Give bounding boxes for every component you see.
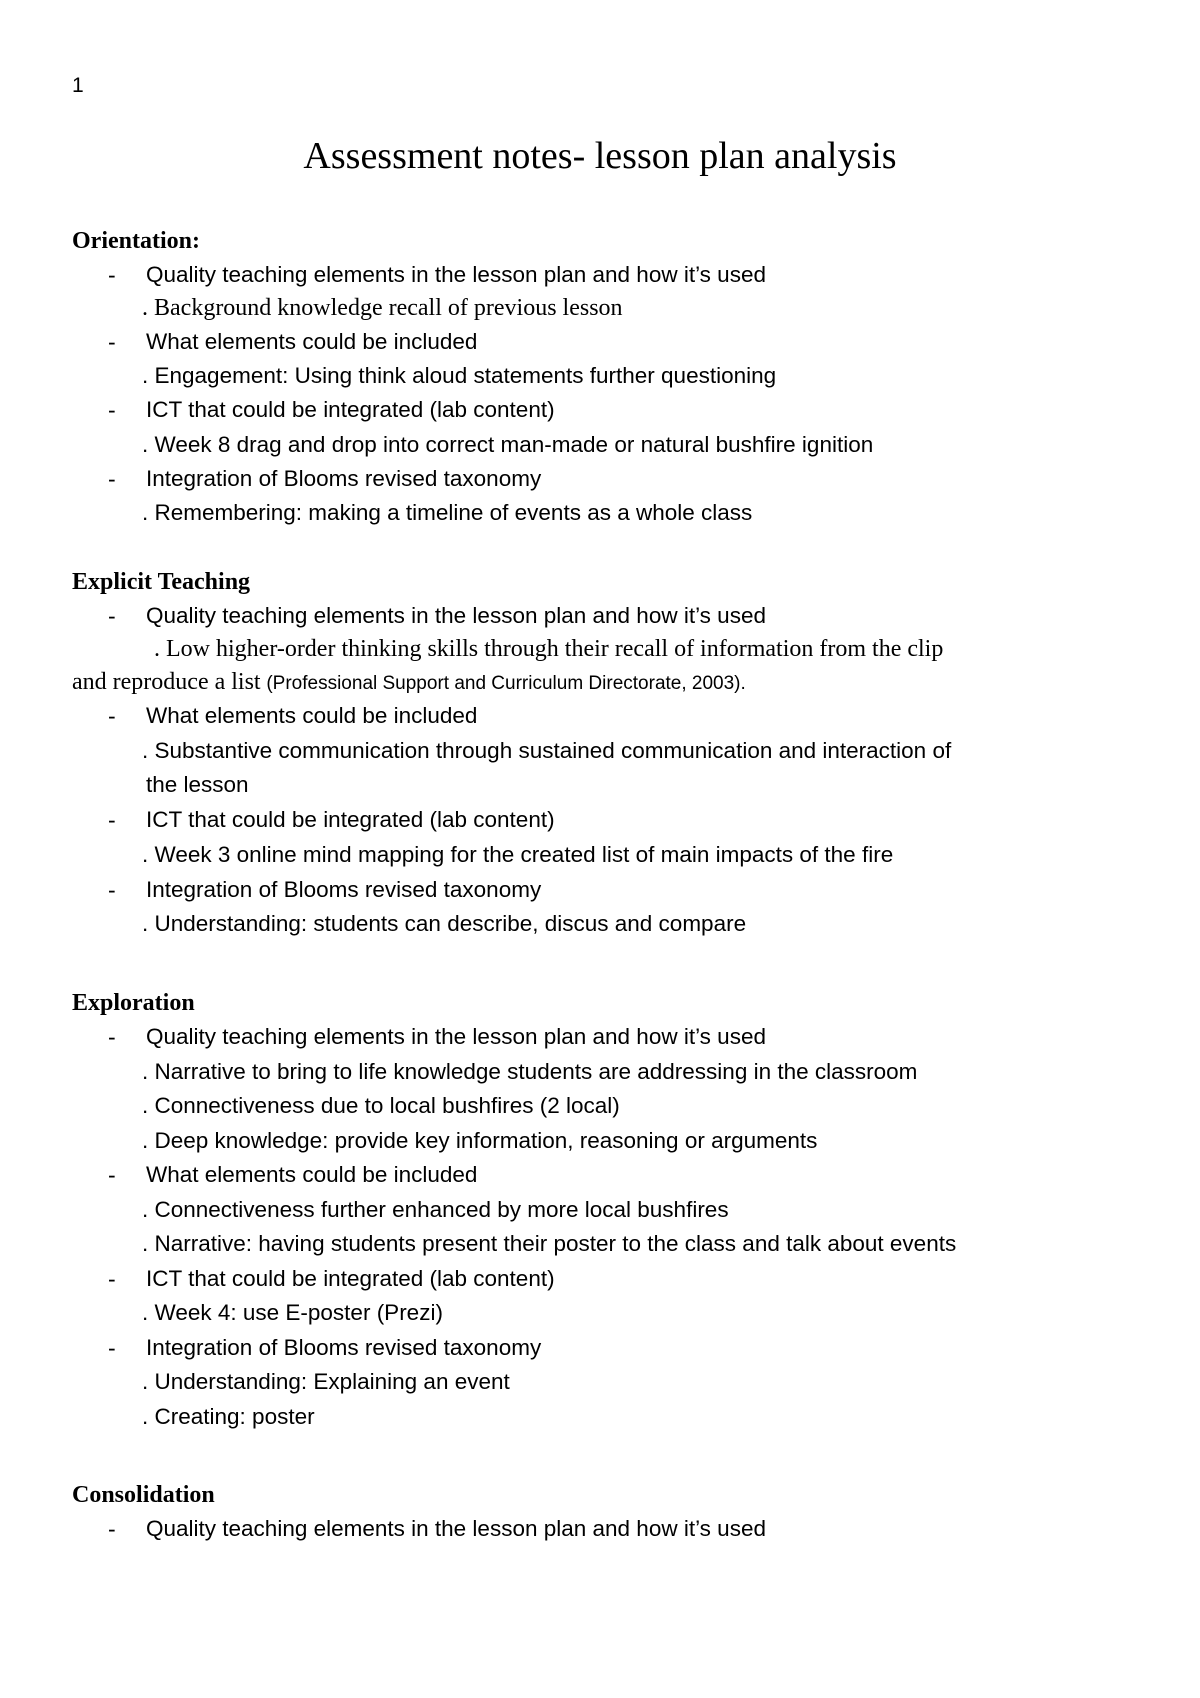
list-item: Integration of Blooms revised taxonomy: [146, 1335, 542, 1360]
list-item: Quality teaching elements in the lesson plan and how it’s used: [146, 262, 766, 287]
sub-item: . Substantive communication through sustained communication and interaction of: [142, 738, 952, 763]
section-heading-consolidation: Consolidation: [72, 1482, 215, 1508]
list-dash: -: [108, 603, 116, 629]
list-dash: -: [108, 466, 116, 492]
section-heading-orientation: Orientation:: [72, 228, 200, 254]
sub-item: . Week 4: use E-poster (Prezi): [142, 1300, 443, 1325]
sub-item: . Engagement: Using think aloud statements further questioning: [142, 363, 777, 388]
sub-item: . Connectiveness due to local bushfires (2 local): [142, 1093, 620, 1118]
section-heading-explicit-teaching: Explicit Teaching: [72, 569, 251, 595]
list-dash: -: [108, 1335, 116, 1361]
sub-item-text: and reproduce a list: [72, 669, 261, 695]
list-item: ICT that could be integrated (lab content): [146, 1266, 555, 1291]
list-dash: -: [108, 807, 116, 833]
sub-item: . Narrative: having students present their poster to the class and talk about events: [142, 1231, 957, 1256]
citation: (Professional Support and Curriculum Directorate, 2003).: [266, 673, 746, 694]
list-item: Quality teaching elements in the lesson plan and how it’s used: [146, 1516, 766, 1541]
sub-item: . Understanding: Explaining an event: [142, 1369, 510, 1394]
sub-item: . Background knowledge recall of previous lesson: [142, 295, 623, 321]
sub-item: . Week 8 drag and drop into correct man-made or natural bushfire ignition: [142, 432, 874, 457]
sub-item: . Deep knowledge: provide key information, reasoning or arguments: [142, 1128, 818, 1153]
list-item: Quality teaching elements in the lesson plan and how it’s used: [146, 1024, 766, 1049]
list-dash: -: [108, 262, 116, 288]
sub-item: . Narrative to bring to life knowledge students are addressing in the classroom: [142, 1059, 918, 1084]
list-dash: -: [108, 1162, 116, 1188]
list-dash: -: [108, 397, 116, 423]
list-item: Integration of Blooms revised taxonomy: [146, 877, 542, 902]
list-dash: -: [108, 1266, 116, 1292]
list-item: What elements could be included: [146, 329, 478, 354]
list-item: What elements could be included: [146, 703, 478, 728]
page-number: 1: [72, 74, 84, 97]
list-dash: -: [108, 703, 116, 729]
list-dash: -: [108, 877, 116, 903]
list-item: Integration of Blooms revised taxonomy: [146, 466, 542, 491]
sub-item: . Remembering: making a timeline of events as a whole class: [142, 500, 753, 525]
list-item: ICT that could be integrated (lab content): [146, 807, 555, 832]
sub-item-continuation: [72, 667, 746, 699]
list-item: Quality teaching elements in the lesson plan and how it’s used: [146, 603, 766, 628]
sub-item: . Low higher-order thinking skills through their recall of information from the clip: [154, 636, 944, 662]
sub-item-continuation: the lesson: [146, 772, 249, 797]
list-item: What elements could be included: [146, 1162, 478, 1187]
list-dash: -: [108, 1024, 116, 1050]
sub-item: . Connectiveness further enhanced by more local bushfires: [142, 1197, 729, 1222]
document-title: Assessment notes- lesson plan analysis: [303, 135, 897, 177]
section-heading-exploration: Exploration: [72, 990, 195, 1016]
list-dash: -: [108, 1516, 116, 1542]
sub-item: . Understanding: students can describe, discus and compare: [142, 911, 747, 936]
list-item: ICT that could be integrated (lab content): [146, 397, 555, 422]
list-dash: -: [108, 329, 116, 355]
sub-item: . Creating: poster: [142, 1404, 315, 1429]
sub-item: . Week 3 online mind mapping for the created list of main impacts of the fire: [142, 842, 894, 867]
